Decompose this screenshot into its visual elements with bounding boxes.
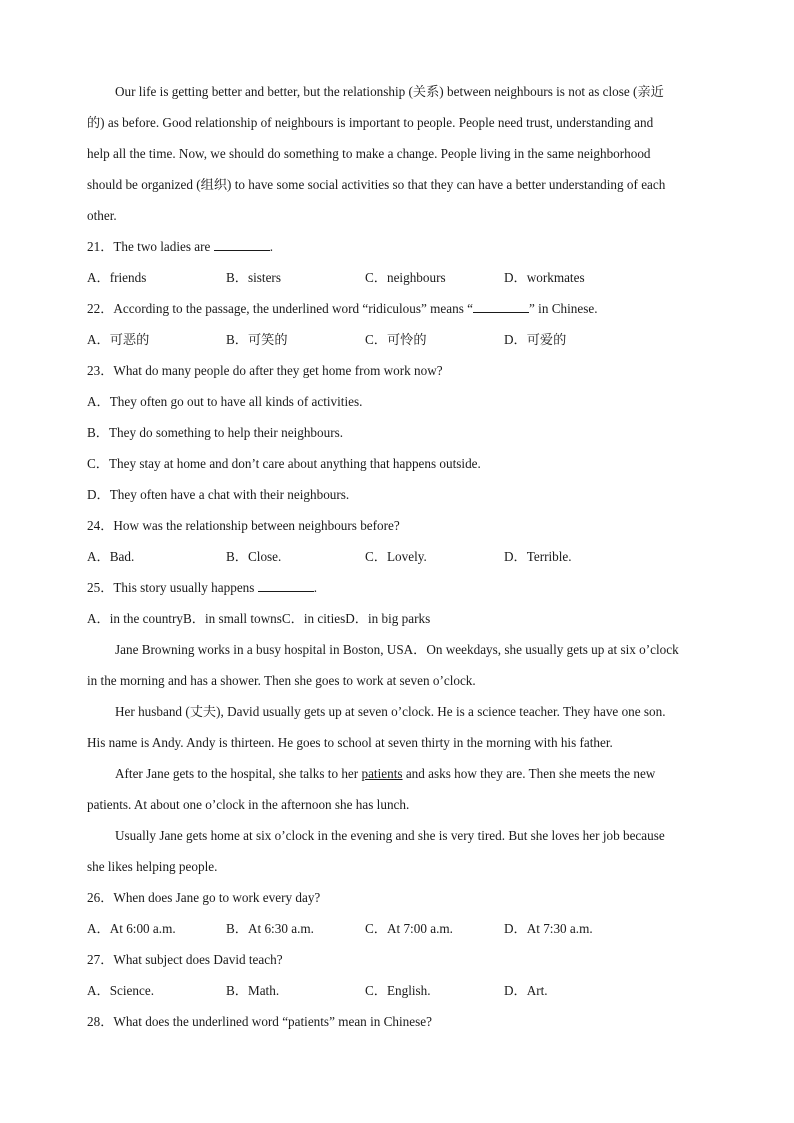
question-27-options xyxy=(87,975,707,1006)
passage-1-line: other. xyxy=(87,208,117,223)
passage-1-line: Our life is getting better and better, but the relationship (关系) between neighbours is not as close (亲近 xyxy=(115,84,664,99)
passage-2-line: Usually Jane gets home at six o’clock in the evening and she is very tired. But she loves her job because xyxy=(115,828,665,843)
option-a: A．They often go out to have all kinds of activities. xyxy=(87,394,363,409)
option-b: B．Close. xyxy=(226,549,282,564)
passage-2-line: she likes helping people. xyxy=(87,859,218,874)
passage-2-line: patients. At about one o’clock in the afternoon she has lunch. xyxy=(87,797,410,812)
question-27-stem: 27．What subject does David teach? xyxy=(87,952,283,967)
option-a: A．可恶的 xyxy=(87,332,150,347)
option-b: B．sisters xyxy=(226,270,281,285)
option-d: D．They often have a chat with their neighbours. xyxy=(87,487,350,502)
underlined-word: patients xyxy=(361,766,403,781)
option-c: C．neighbours xyxy=(365,270,446,285)
option-c: C．English. xyxy=(365,983,431,998)
answer-blank xyxy=(258,577,314,592)
option-d: D．At 7:30 a.m. xyxy=(504,921,593,936)
passage-2-line: His name is Andy. Andy is thirteen. He goes to school at seven thirty in the morning with his father. xyxy=(87,735,613,750)
question-text: 21．The two ladies are xyxy=(87,239,214,254)
option-a: A．At 6:00 a.m. xyxy=(87,921,176,936)
option-b: B．Math. xyxy=(226,983,280,998)
question-text: 25．This story usually happens xyxy=(87,580,258,595)
question-22-stem xyxy=(87,293,707,324)
question-26-stem: 26．When does Jane go to work every day? xyxy=(87,890,321,905)
question-25-stem xyxy=(87,572,707,603)
passage-1-line: help all the time. Now, we should do something to make a change. People living in the same neighborhood xyxy=(87,146,651,161)
passage-1-line: 的) as before. Good relationship of neighbours is important to people. People need trust, understanding and xyxy=(87,115,654,130)
passage-2-paragraph-3 xyxy=(87,758,707,820)
answer-blank xyxy=(473,298,529,313)
option-a: A．friends xyxy=(87,270,147,285)
option-c: C．可怜的 xyxy=(365,332,427,347)
option-a: A．Bad. xyxy=(87,549,135,564)
option-d: D．workmates xyxy=(504,270,585,285)
passage-2-paragraph-2 xyxy=(87,696,707,758)
question-text: . xyxy=(269,239,274,254)
question-24-options xyxy=(87,541,707,572)
option-b: B．At 6:30 a.m. xyxy=(226,921,314,936)
option-c: C．Lovely. xyxy=(365,549,427,564)
question-text: . xyxy=(313,580,317,595)
passage-2-line: in the morning and has a shower. Then she goes to work at seven o’clock. xyxy=(87,673,476,688)
passage-1-line: should be organized (组织) to have some social activities so that they can have a better understanding of each xyxy=(87,177,666,192)
worksheet-page xyxy=(87,76,707,1037)
option-c: C．They stay at home and don’t care about anything that happens outside. xyxy=(87,456,481,471)
passage-1 xyxy=(87,76,707,231)
question-text: 22．According to the passage, the underlined word “ridiculous” means “ xyxy=(87,301,473,316)
passage-2-line xyxy=(87,758,707,789)
answer-blank xyxy=(214,236,270,251)
passage-2-line: Her husband (丈夫), David usually gets up at seven o’clock. He is a science teacher. They have one son. xyxy=(115,704,666,719)
option-b: B．可笑的 xyxy=(226,332,288,347)
question-24-stem: 24．How was the relationship between neighbours before? xyxy=(87,518,400,533)
option-a: A．Science. xyxy=(87,983,155,998)
option-d: D．Art. xyxy=(504,983,548,998)
question-22-options xyxy=(87,324,707,355)
question-text: ” in Chinese. xyxy=(529,301,598,316)
option-d: D．可爱的 xyxy=(504,332,567,347)
question-28-stem: 28．What does the underlined word “patients” mean in Chinese? xyxy=(87,1014,432,1029)
passage-2-paragraph-4 xyxy=(87,820,707,882)
question-23-stem: 23．What do many people do after they get home from work now? xyxy=(87,363,443,378)
question-21-options xyxy=(87,262,707,293)
question-21-stem xyxy=(87,231,707,262)
passage-text: After Jane gets to the hospital, she talks to her xyxy=(115,766,362,781)
passage-2-paragraph-1 xyxy=(87,634,707,696)
question-25-options: A．in the countryB．in small townsC．in citiesD．in big parks xyxy=(87,611,431,626)
option-d: D．Terrible. xyxy=(504,549,572,564)
passage-text: and asks how they are. Then she meets the new xyxy=(402,766,656,781)
option-b: B．They do something to help their neighbours. xyxy=(87,425,344,440)
question-26-options xyxy=(87,913,707,944)
option-c: C．At 7:00 a.m. xyxy=(365,921,453,936)
passage-2-line: Jane Browning works in a busy hospital in Boston, USA．On weekdays, she usually gets up at six o’clock xyxy=(115,642,679,657)
